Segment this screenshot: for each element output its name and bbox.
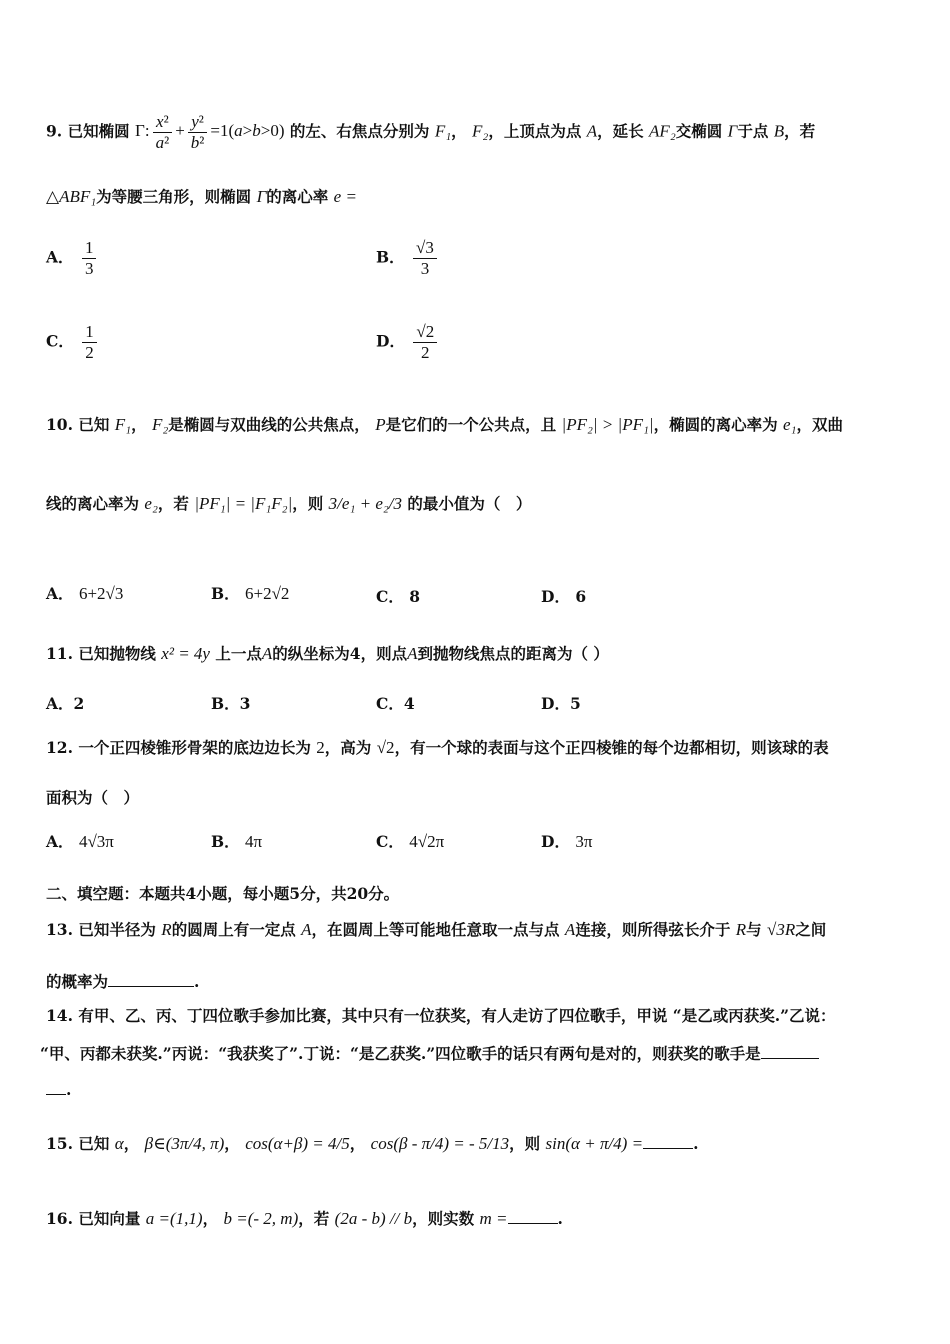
q10-condition: |PF₂| > |PF₁|	[561, 415, 654, 434]
answer-blank[interactable]	[46, 1094, 66, 1095]
q10-text: 已知	[78, 415, 110, 434]
q16-text: ，若	[298, 1209, 330, 1228]
q15-target: sin(α + π/4) =	[545, 1134, 644, 1153]
option-label: A．	[46, 584, 74, 603]
q10-text: 是它们的一个公共点，且	[385, 415, 557, 434]
option-label: D．	[376, 331, 405, 351]
q13-point: A	[301, 920, 312, 939]
q12-side: 2	[316, 738, 325, 757]
q16-vector-b: b =(- 2, m)	[223, 1209, 299, 1228]
q12-option-c[interactable]	[376, 830, 444, 852]
q10-text: 是椭圆与双曲线的公共焦点，	[168, 415, 370, 434]
q10-expression: 3/e₁ + e₂/3	[328, 494, 403, 513]
answer-blank[interactable]	[508, 1223, 558, 1224]
q10-line2	[46, 492, 531, 514]
q11-option-d[interactable]	[541, 692, 581, 714]
section-heading: 二、填空题：本题共4小题，每小题5分，共20分。	[46, 884, 400, 903]
q13-r: R	[735, 920, 747, 939]
option-den: 2	[421, 343, 430, 362]
q10-text: 线的离心率为	[46, 494, 140, 513]
option-value: 4	[403, 694, 415, 713]
option-label: B．	[376, 247, 405, 267]
q10-line1: 10. 已知 F₁， F₂是椭圆与双曲线的公共焦点， P是它们的一个公共点，且 |PF₂| > |PF₁|，椭圆的离心率为 e₁，双曲	[46, 415, 843, 434]
option-label: A．	[46, 832, 74, 851]
q11-option-a[interactable]	[46, 692, 84, 714]
q9-option-d[interactable]	[376, 322, 440, 363]
q13-text: 连接，则所得弦长介于	[575, 920, 731, 939]
q12-text: 一个正四棱锥形骨架的底边边长为	[78, 738, 311, 757]
option-label: D．	[541, 832, 570, 851]
q9-option-b[interactable]	[376, 238, 440, 279]
q13-line1	[46, 918, 826, 940]
q11-point: A	[261, 644, 273, 663]
q10-text: ，椭圆的离心率为	[653, 415, 778, 434]
q10-text: 的最小值为（ ）	[407, 494, 532, 513]
q9-number: 9.	[46, 121, 63, 141]
option-label: D．	[541, 587, 570, 606]
q15-line1: 15. 已知 α， β∈(3π/4, π)， cos(α+β) = 4/5， cos(β - π/4) = - 5/13，则 sin(α + π/4) = .	[46, 1134, 699, 1153]
q14-line2	[40, 1042, 819, 1064]
q9-point-b: B	[773, 121, 785, 141]
q11-option-b[interactable]	[211, 692, 250, 714]
q10-f1: F₁	[114, 415, 132, 434]
option-value: 3	[239, 694, 251, 713]
q9-triangle: △ABF₁	[46, 187, 97, 206]
q10-f2: F₂	[152, 415, 169, 434]
q10-number: 10.	[46, 415, 73, 434]
q10-p: P	[375, 415, 386, 434]
option-num: √2	[413, 322, 437, 343]
q12-option-d[interactable]	[541, 830, 592, 852]
q13-number: 13.	[46, 920, 73, 939]
q16-vector-a: a =(1,1)	[145, 1209, 203, 1228]
q15-text: 已知	[78, 1134, 110, 1153]
q9-f2: F₂	[472, 121, 489, 141]
option-value: 2	[73, 694, 85, 713]
q15-text: .	[693, 1134, 699, 1153]
q13-text: 已知半径为	[78, 920, 156, 939]
q9-text: 于点	[737, 121, 769, 141]
option-value: 4√2π	[409, 832, 445, 851]
q13-r: R	[161, 920, 172, 939]
q9-text: 已知椭圆	[67, 121, 130, 141]
q9-text: 交椭圆	[675, 121, 723, 141]
option-num: 1	[82, 322, 97, 343]
q10-text: ，则	[292, 494, 324, 513]
q15-number: 15.	[46, 1134, 73, 1153]
q15-alpha: α	[114, 1134, 124, 1153]
q14-text: “甲、丙都未获奖.”丙说：“我获奖了”.丁说：“是乙获奖.”四位歌手的话只有两句是对的，则获奖的歌手是	[40, 1044, 761, 1063]
q12-line1	[46, 736, 829, 758]
q16-text: ，则实数	[412, 1209, 475, 1228]
q9-text: 为等腰三角形，则椭圆	[96, 187, 252, 206]
q9-text: ，延长	[597, 121, 644, 141]
q13-text: 的圆周上有一定点	[171, 920, 296, 939]
option-num: 1	[82, 238, 97, 259]
q9-f1: F₁	[434, 121, 452, 141]
option-label: C．	[376, 694, 404, 713]
answer-blank[interactable]	[643, 1148, 693, 1149]
q13-text: .	[194, 972, 200, 991]
option-label: A．	[46, 247, 74, 267]
q14-line1	[46, 1004, 836, 1026]
q16-text: 已知向量	[78, 1209, 141, 1228]
q11-option-c[interactable]	[376, 692, 415, 714]
option-label: A．	[46, 694, 74, 713]
option-den: 3	[420, 259, 430, 278]
q15-cos-diff: cos(β - π/4) = - 5/13	[370, 1134, 510, 1153]
option-num: √3	[413, 238, 437, 259]
q11-text: 已知抛物线	[78, 644, 156, 663]
q12-number: 12.	[46, 738, 73, 757]
q9-ellipse-eq: Γ: $\frac{\text{x²}}{\text{a²}}$ + $\frac{\text{y²}}{\text{b²}}$ =1(a>b>0)	[135, 112, 285, 152]
q11-text: 的纵坐标为4，则点	[272, 644, 408, 663]
q11-text: 到抛物线焦点的距离为（ ）	[417, 644, 609, 663]
q10-option-c[interactable]	[376, 585, 420, 607]
option-value: 8	[409, 587, 421, 606]
option-value: 6+2√3	[78, 584, 124, 603]
option-value: 5	[569, 694, 581, 713]
q13-text: 的概率为	[46, 972, 109, 991]
q9-text: ，上顶点为点	[488, 121, 582, 141]
q9-option-c[interactable]	[46, 322, 100, 363]
option-label: C．	[376, 832, 404, 851]
q16-line1: 16. 已知向量 a =(1,1)， b =(- 2, m)，若 (2a - b) // b，则实数 m = .	[46, 1209, 563, 1228]
option-value: 4π	[245, 832, 263, 851]
q12-option-b[interactable]	[211, 830, 262, 852]
q16-number: 16.	[46, 1209, 73, 1228]
option-label: B．	[211, 832, 240, 851]
q9-point-a: A	[586, 121, 598, 141]
q9-line2	[46, 185, 357, 207]
q9-gamma: Γ	[727, 121, 738, 141]
q10-condition2: |PF₁| = |F₁F₂|	[194, 494, 293, 513]
answer-blank[interactable]	[761, 1058, 819, 1059]
q11-equation: x² = 4y	[161, 644, 210, 663]
q10-option-b[interactable]	[211, 582, 289, 604]
q13-point: A	[564, 920, 576, 939]
q16-text: .	[557, 1209, 563, 1228]
q9-option-a[interactable]	[46, 238, 99, 279]
q16-condition: (2a - b) // b	[334, 1209, 413, 1228]
q12-text: ，有一个球的表面与这个正四棱锥的每个边都相切，则该球的表	[394, 738, 829, 757]
option-value: 4√3π	[78, 832, 114, 851]
q14-text: .	[66, 1080, 72, 1099]
option-den: 2	[85, 343, 94, 362]
q10-e2: e₂	[144, 494, 158, 513]
option-value: 3π	[575, 832, 593, 851]
q13-text: 之间	[795, 920, 827, 939]
option-value: 6+2√2	[245, 584, 290, 603]
q11-point: A	[407, 644, 418, 663]
option-label: B．	[211, 694, 240, 713]
q10-option-d[interactable]	[541, 585, 586, 607]
q9-text: 的离心率	[266, 187, 329, 206]
q14-line3	[46, 1080, 71, 1099]
q11-line1	[46, 642, 609, 664]
q12-option-a[interactable]	[46, 830, 114, 852]
q13-text: 与	[746, 920, 762, 939]
q12-height: √2	[376, 738, 395, 757]
q11-number: 11.	[46, 644, 73, 663]
q13-line2	[46, 970, 199, 992]
option-value: 6	[575, 587, 587, 606]
q9-gamma: Γ	[256, 187, 267, 206]
answer-blank[interactable]	[108, 986, 194, 987]
q10-option-a[interactable]	[46, 582, 123, 604]
q16-m-eq: m =	[479, 1209, 508, 1228]
option-label: D．	[541, 694, 570, 713]
q10-text: ，若	[157, 494, 189, 513]
q9-text: ，若	[784, 121, 816, 141]
q9-text: 的左、右焦点分别为	[289, 121, 430, 141]
option-label: B．	[211, 584, 240, 603]
q14-number: 14.	[46, 1006, 73, 1025]
option-label: C．	[46, 331, 74, 351]
option-den: 3	[84, 259, 94, 278]
q10-text: ，双曲	[796, 415, 843, 434]
q12-line2	[46, 786, 139, 808]
q15-text: ，	[123, 1134, 140, 1153]
q11-text: 上一点	[215, 644, 262, 663]
q15-beta-range: β∈(3π/4, π)	[144, 1134, 225, 1153]
q15-cos-sum: cos(α+β) = 4/5	[245, 1134, 350, 1153]
q9-af2: AF₂	[649, 121, 676, 141]
q12-text: ，高为	[324, 738, 372, 757]
q9-e-eq: e =	[333, 187, 357, 206]
q13-sqrt3r: √3R	[767, 920, 796, 939]
q12-text: 面积为（ ）	[46, 788, 140, 807]
q13-text: ，在圆周上等可能地任意取一点与点	[311, 920, 560, 939]
q14-text: 有甲、乙、丙、丁四位歌手参加比赛，其中只有一位获奖，有人走访了四位歌手，甲说 “是乙或丙获奖.”乙说：	[78, 1006, 836, 1025]
q10-e1: e₁	[782, 415, 797, 434]
q15-text: ，则	[509, 1134, 541, 1153]
option-label: C．	[376, 587, 404, 606]
q9-line1: 9. 已知椭圆 Γ: $\frac{\text{x²}}{\text{a²}}$ + $\frac{\text{y²}}{\text{b²}}$ =1(a>b>0) 的左、右焦点分别为 F₁， F₂，上顶点为点 A，延长 AF₂交椭圆 Γ于点 B，若	[46, 112, 816, 152]
